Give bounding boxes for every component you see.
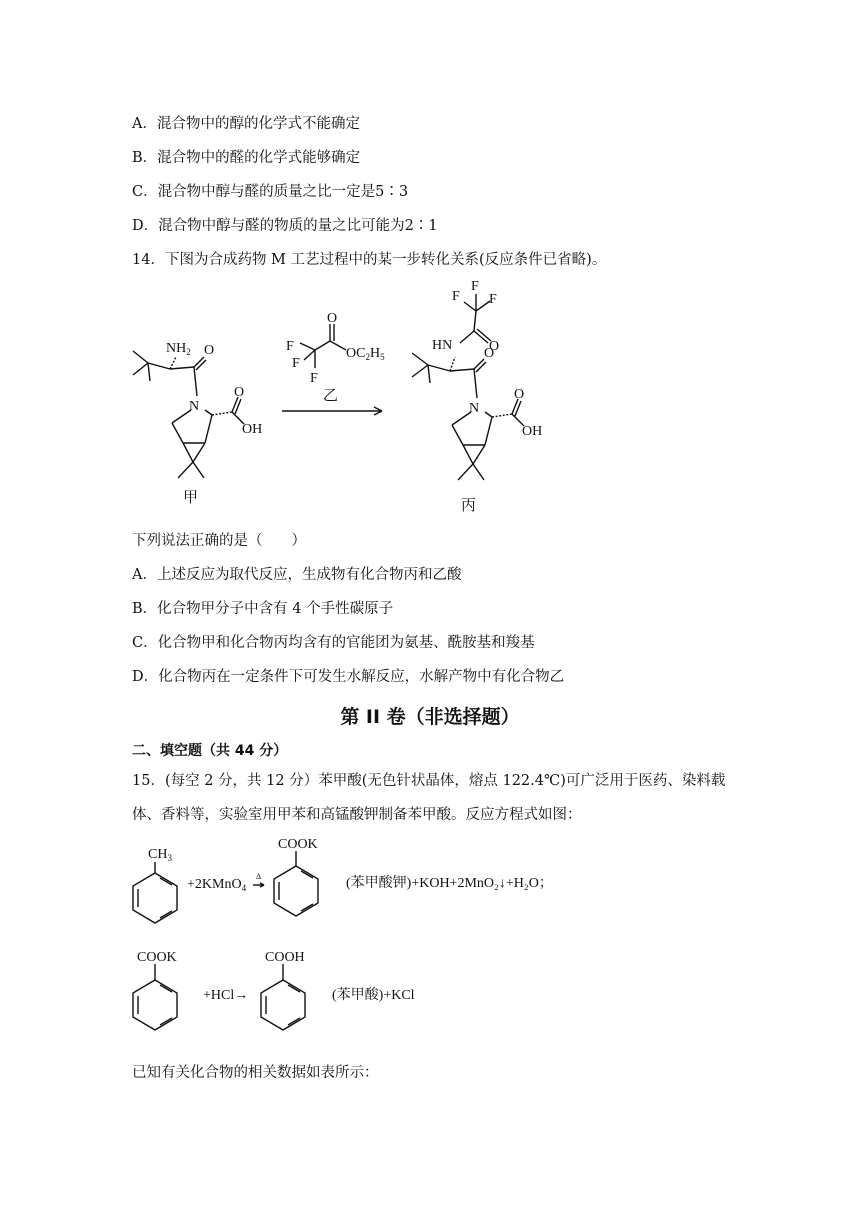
q13-option-c: C．混合物中醇与醛的质量之比一定是5∶3 — [132, 184, 409, 200]
q13-option-d: D．混合物中醇与醛的物质的量之比可能为2∶1 — [132, 218, 438, 234]
q15-line1: 15．(每空 2 分，共 12 分）苯甲酸(无色针状晶体，熔点 122.4℃)可广泛用于医药、染料载 — [132, 773, 726, 789]
section2-heading: 二、填空题（共 44 分） — [132, 743, 288, 759]
cooh-label: COOH — [265, 950, 305, 965]
bing-oh-label: OH — [522, 424, 543, 439]
jia-o1-label: O — [204, 343, 215, 358]
q13-option-a: A．混合物中的醇的化学式不能确定 — [132, 116, 360, 132]
q15-table-intro: 已知有关化合物的相关数据如表所示： — [132, 1065, 379, 1081]
q15-equations — [0, 830, 860, 1050]
bing-f2-label: F — [471, 279, 479, 294]
bing-o1-label: O — [489, 339, 500, 354]
jia-oh-label: OH — [242, 422, 263, 437]
jia-o2-label: O — [234, 385, 245, 400]
delta-symbol: Δ — [256, 872, 262, 881]
product-line-2: (苯甲酸)+KCl — [332, 988, 415, 1003]
reagent-hcl: +HCl→ — [203, 988, 249, 1003]
q14-prompt: 下列说法正确的是（ ） — [132, 533, 306, 549]
bing-hn-label: HN — [432, 338, 453, 353]
product-line-1: (苯甲酸钾)+KOH+2MnO₂↓+H₂O； — [346, 876, 553, 891]
cook-label-1: COOK — [278, 837, 318, 852]
jia-nh2-label: $NH_2$ — [166, 341, 191, 357]
bing-f3-label: F — [489, 292, 497, 307]
bing-o2-label: O — [484, 346, 495, 361]
yi-f3-label: F — [310, 371, 318, 386]
bing-f1-label: F — [452, 289, 460, 304]
q13-option-b: B．混合物中的醛的化学式能够确定 — [132, 150, 361, 166]
q14-option-b: B．化合物甲分子中含有 4 个手性碳原子 — [132, 601, 394, 617]
compound-yi-label: 乙 — [323, 388, 339, 404]
yi-f1-label: F — [286, 339, 294, 354]
ch3-label: $CH_3$ — [148, 847, 172, 863]
cook-label-2: COOK — [137, 950, 177, 965]
jia-n-label: N — [189, 399, 200, 414]
compound-bing-label: 丙 — [461, 498, 477, 514]
q14-option-d: D．化合物丙在一定条件下可发生水解反应，水解产物中有化合物乙 — [132, 669, 565, 685]
q14-reaction-scheme — [0, 270, 860, 525]
q14-option-c: C．化合物甲和化合物丙均含有的官能团为氨基、酰胺基和羧基 — [132, 635, 535, 651]
q14-option-a: A．上述反应为取代反应，生成物有化合物丙和乙酸 — [132, 567, 462, 583]
q15-line2: 体、香料等，实验室用甲苯和高锰酸钾制备苯甲酸。反应方程式如图： — [132, 807, 582, 823]
compound-jia-label: 甲 — [183, 490, 199, 506]
bing-o3-label: O — [514, 387, 525, 402]
reagent-kmno4: +2KMnO$_4$ — [187, 877, 247, 893]
q14-stem: 14．下图为合成药物 M 工艺过程中的某一步转化关系(反应条件已省略)。 — [132, 252, 607, 268]
yi-f2-label: F — [292, 356, 300, 371]
part2-title: 第 II 卷（非选择题） — [340, 706, 520, 728]
yi-oc2h5-label: $OC_2H_5$ — [346, 346, 385, 362]
bing-n-label: N — [469, 401, 480, 416]
yi-o-label: O — [327, 311, 338, 326]
